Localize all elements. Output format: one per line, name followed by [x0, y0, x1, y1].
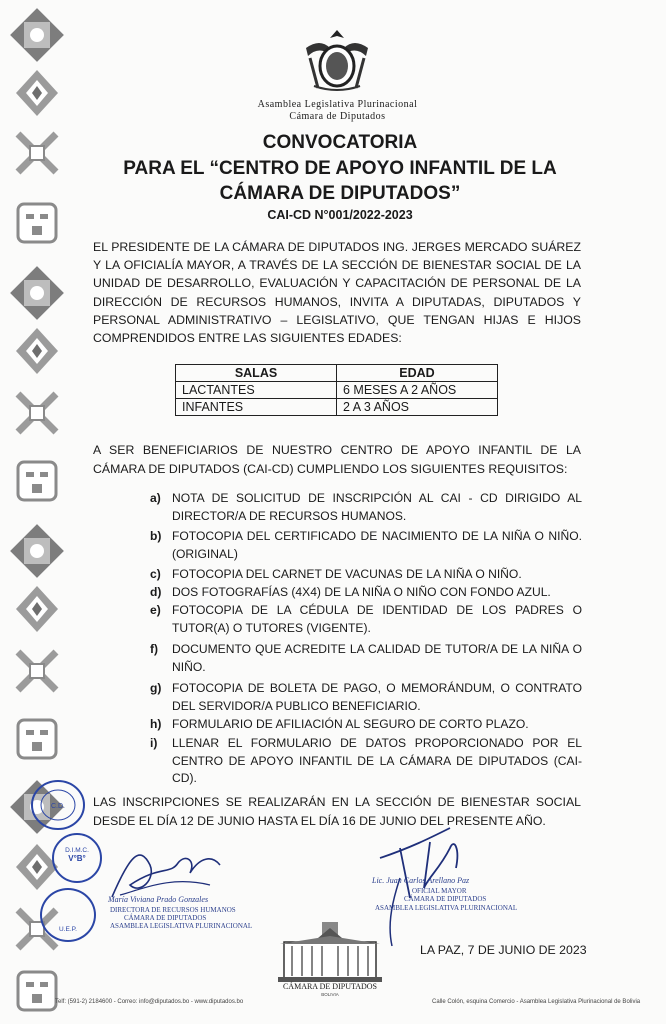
document-date: LA PAZ, 7 DE JUNIO DE 2023	[420, 943, 587, 957]
right-signatory-role: OFICIAL MAYOR	[412, 887, 467, 895]
list-item-text: DOCUMENTO QUE ACREDITE LA CALIDAD DE TUTOR/A DE LA NIÑA O NIÑO.	[172, 642, 582, 674]
list-item-text: FORMULARIO DE AFILIACIÓN AL SEGURO DE CORTO PLAZO.	[172, 717, 529, 731]
building-icon	[278, 920, 382, 982]
list-item-text: DOS FOTOGRAFÍAS (4X4) DE LA NIÑA O NIÑO CON FONDO AZUL.	[172, 585, 551, 599]
document-title: CONVOCATORIA	[262, 132, 418, 153]
table-cell: 2 A 3 AÑOS	[337, 399, 498, 416]
list-item	[150, 680, 582, 715]
institution-name: Asamblea Legislativa Plurinacional	[257, 99, 418, 110]
table-row	[176, 399, 498, 416]
list-item-letter: e)	[150, 603, 161, 617]
beneficiaries-paragraph: A SER BENEFICIARIOS DE NUESTRO CENTRO DE APOYO INFANTIL DE LA CÁMARA DE DIPUTADOS (CAI-CD) CUMPLIENDO LOS SIGUIENTES REQUISITOS:	[93, 443, 581, 476]
list-item	[150, 602, 582, 637]
list-item-letter: f)	[150, 642, 159, 656]
list-item	[150, 566, 582, 584]
andean-motif-icon	[10, 66, 64, 120]
andean-motif-icon	[10, 386, 64, 440]
right-signatory-name: Lic. Juan Carlos Arellano Paz	[372, 876, 470, 885]
list-item-letter: d)	[150, 585, 162, 599]
ueep-stamp	[40, 888, 96, 942]
intro-paragraph: EL PRESIDENTE DE LA CÁMARA DE DIPUTADOS ING. JERGES MERCADO SUÁREZ Y LA OFICIALÍA MAYOR, A TRAVÉS DE LA SECCIÓN DE BIENESTAR SOCIAL DE LA UNIDAD DE DESARROLLO, EVALUACIÓN Y CAPACITACIÓN DE PERSONAL DE LA DIRECCIÓN DE RECURSOS HUMANOS, INVITA A DIPUTADAS, DIPUTADOS Y PERSONAL ADMINISTRATIVO – LEGISLATIVO, QUE TENGAN HIJAS E HIJOS COMPRENDIDOS ENTRE LAS SIGUIENTES EDADES:	[93, 240, 581, 346]
andean-motif-icon	[10, 266, 64, 320]
document-code: CAI-CD N°001/2022-2023	[267, 208, 413, 222]
dimc-stamp-label: D.I.M.C.	[65, 847, 89, 854]
list-item-letter: c)	[150, 567, 161, 581]
list-item	[150, 528, 582, 563]
andean-motif-icon	[10, 964, 64, 1018]
svg-text:C.D.: C.D.	[51, 803, 65, 810]
list-item-letter: b)	[150, 529, 162, 543]
table-header-edad: EDAD	[337, 365, 498, 382]
right-signatory-chamber: CÁMARA DE DIPUTADOS	[404, 895, 487, 903]
footer-address: Calle Colón, esquina Comercio - Asamblea Legislativa Plurinacional de Bolivia	[432, 999, 641, 1005]
list-item-text: LLENAR EL FORMULARIO DE DATOS PROPORCIONADO POR EL CENTRO DE APOYO INFANTIL DE LA CÁMARA DE DIPUTADOS (CAI-CD).	[172, 736, 582, 785]
list-item-text: FOTOCOPIA DEL CARNET DE VACUNAS DE LA NIÑA O NIÑO.	[172, 567, 522, 581]
andean-motif-icon	[10, 196, 64, 250]
ueep-stamp-label: U.E.P.	[59, 926, 77, 933]
right-signatory-assembly: ASAMBLEA LEGISLATIVA PLURINACIONAL	[375, 904, 518, 912]
table-header-row	[176, 365, 498, 382]
document-subtitle-line1: PARA EL “CENTRO DE APOYO INFANTIL DE LA	[123, 158, 557, 179]
list-item-letter: i)	[150, 736, 158, 750]
age-table	[175, 364, 498, 416]
table-row	[176, 382, 498, 399]
andean-motif-icon	[10, 712, 64, 766]
andean-motif-icon	[10, 454, 64, 508]
vb-stamp-label: V°B°	[68, 854, 86, 863]
andean-motif-icon	[10, 644, 64, 698]
andean-motif-icon	[10, 582, 64, 636]
dimc-stamp	[52, 833, 102, 883]
footer-contact: Telf: (591-2) 2184600 - Correo: info@diputados.bo - www.diputados.bo	[55, 999, 244, 1005]
list-item-letter: a)	[150, 491, 161, 505]
list-item-text: FOTOCOPIA DEL CERTIFICADO DE NACIMIENTO DE LA NIÑA O NIÑO. (ORIGINAL)	[172, 529, 582, 561]
list-item-text: FOTOCOPIA DE BOLETA DE PAGO, O MEMORÁNDUM, O CONTRATO DEL SERVIDOR/A PUBLICO BENEFICIARIO.	[172, 681, 582, 713]
andean-motif-icon	[10, 8, 64, 62]
left-signatory-name: María Viviana Prado Gonzales	[108, 895, 209, 904]
left-signatory-chamber: CÁMARA DE DIPUTADOS	[124, 914, 207, 922]
official-stamp-icon	[30, 778, 86, 832]
table-cell: 6 MESES A 2 AÑOS	[337, 382, 498, 399]
list-item	[150, 641, 582, 676]
coat-of-arms-icon	[300, 28, 374, 94]
closing-paragraph: LAS INSCRIPCIONES SE REALIZARÁN EN LA SECCIÓN DE BIENESTAR SOCIAL DESDE EL DÍA 12 DE JUNIO HASTA EL DÍA 16 DE JUNIO DEL PRESENTE AÑO.	[93, 795, 581, 828]
list-item	[150, 490, 582, 525]
table-header-salas: SALAS	[176, 365, 337, 382]
list-item-text: NOTA DE SOLICITUD DE INSCRIPCIÓN AL CAI - CD DIRIGIDO AL DIRECTOR/A DE RECURSOS HUMANOS.	[172, 491, 582, 523]
document-subtitle-line2: CÁMARA DE DIPUTADOS”	[219, 183, 461, 204]
andean-motif-icon	[10, 126, 64, 180]
footer-chamber-label: CÁMARA DE DIPUTADOS	[282, 982, 378, 991]
table-cell: LACTANTES	[176, 382, 337, 399]
list-item	[150, 716, 582, 734]
chamber-name: Cámara de Diputados	[289, 111, 386, 122]
andean-motif-icon	[10, 524, 64, 578]
left-signatory-role: DIRECTORA DE RECURSOS HUMANOS	[110, 906, 236, 914]
footer-country-label: BOLIVIA	[321, 992, 339, 997]
list-item-text: FOTOCOPIA DE LA CÉDULA DE IDENTIDAD DE LOS PADRES O TUTOR(A) O TUTORES (VIGENTE).	[172, 603, 582, 635]
left-signatory-assembly: ASAMBLEA LEGISLATIVA PLURINACIONAL	[110, 922, 253, 930]
list-item-letter: h)	[150, 717, 162, 731]
list-item-letter: g)	[150, 681, 162, 695]
list-item	[150, 584, 582, 602]
andean-motif-icon	[10, 324, 64, 378]
list-item	[150, 735, 582, 788]
table-cell: INFANTES	[176, 399, 337, 416]
